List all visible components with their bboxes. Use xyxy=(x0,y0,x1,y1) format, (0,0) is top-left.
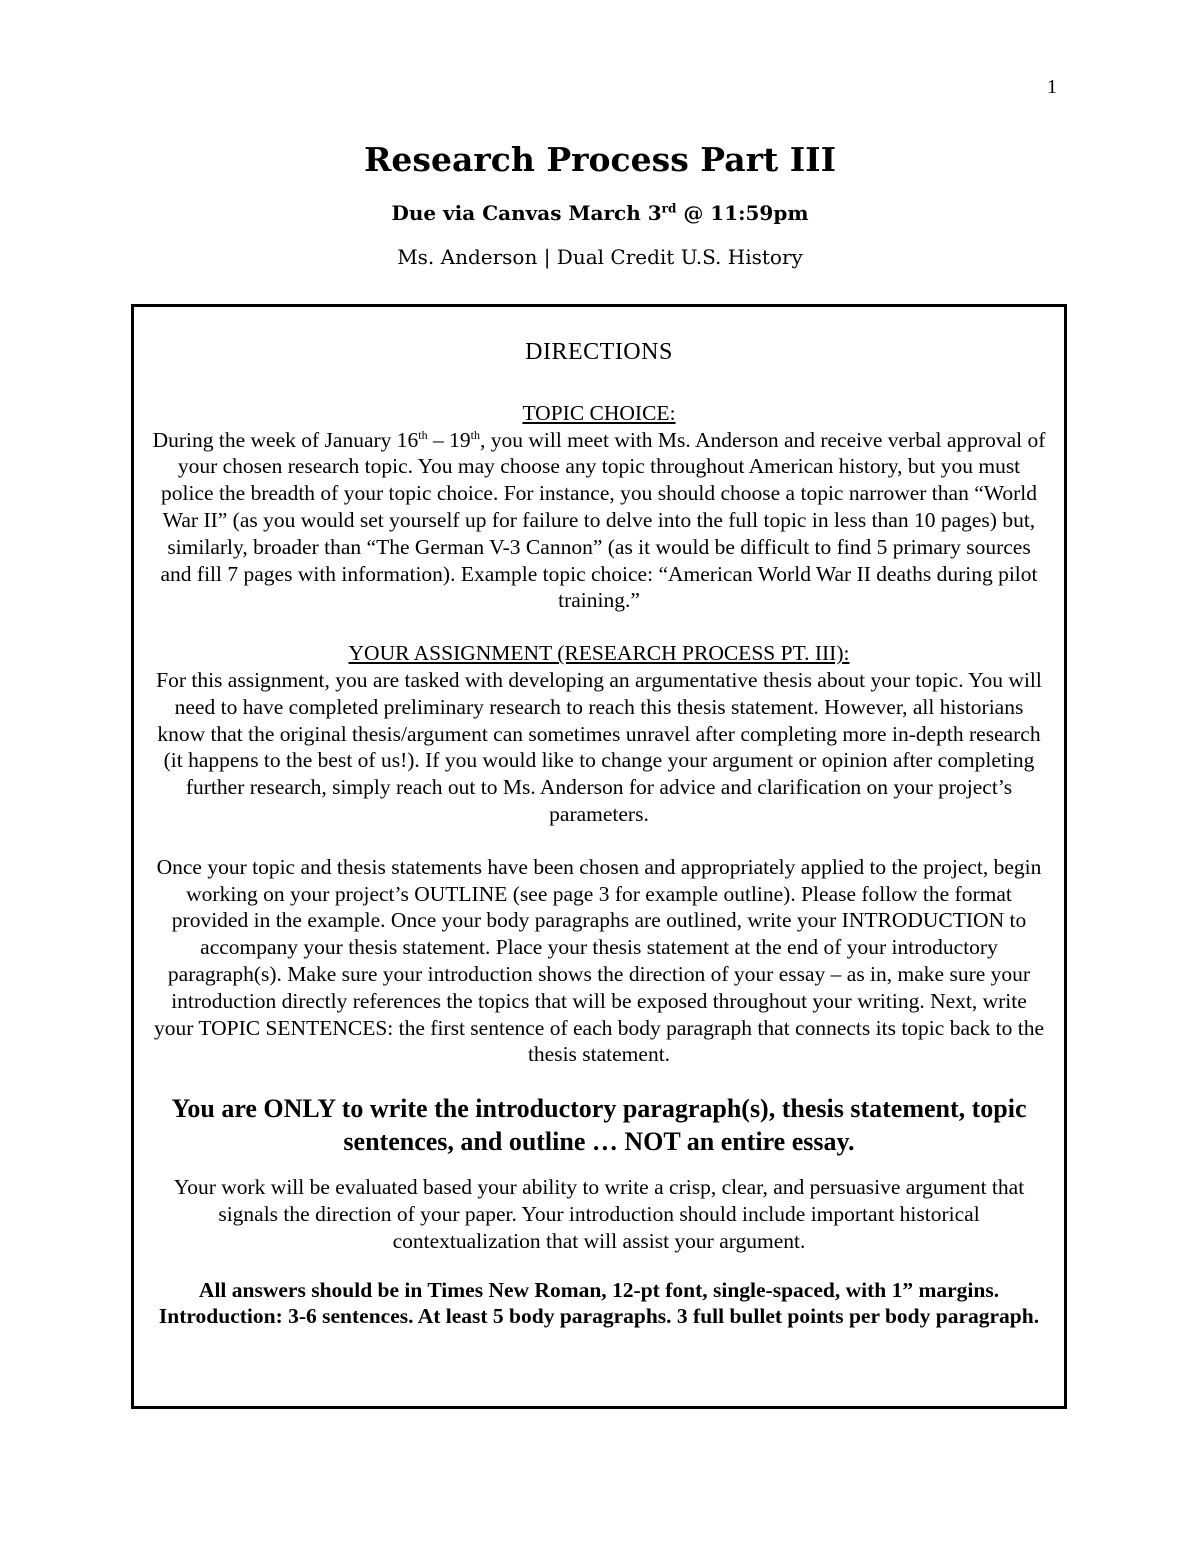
due-date-time: @ 11:59pm xyxy=(676,201,809,225)
directions-heading: DIRECTIONS xyxy=(525,339,673,365)
assignment-heading: YOUR ASSIGNMENT (RESEARCH PROCESS PT. III): xyxy=(348,641,850,666)
assignment-body: For this assignment, you are tasked with developing an argumentative thesis about your topic. You will need to have completed preliminary research to reach this thesis statement. However, all historians know that the original thesis/argument can sometimes unravel after completing more in-depth research (it happens to the best of us!). If you would like to change your argument or opinion after completing further research, simply reach out to Ms. Anderson for advice and clarification on your project’s parameters. xyxy=(156,667,1042,826)
topic-choice-text-3: , you will meet with Ms. Anderson and receive verbal approval of your chosen research topic. You may choose any topic throughout American history, but you must police the breadth of your topic choice. For instance, you should choose a topic narrower than “World War II” (as you would set yourself up for failure to delve into the full topic in less than 10 pages) but, similarly, broader than “The German V-3 Cannon” (as it would be difficult to find 5 primary sources and fill 7 pages with information). Example topic choice: “American World War II deaths during pilot training.” xyxy=(160,427,1046,613)
page-number: 1 xyxy=(1047,76,1057,98)
topic-choice-text-1: During the week of January 16 xyxy=(152,427,419,452)
document-title: Research Process Part III xyxy=(363,140,837,179)
topic-choice-text-2: – 19 xyxy=(427,427,471,452)
topic-choice-sup-2: th xyxy=(470,427,480,442)
requirements-paragraph: All answers should be in Times New Roman, 12-pt font, single-spaced, with 1” margins. Introduction: 3-6 sentences. At least 5 body paragraphs. 3 full bullet points per body paragraph. xyxy=(158,1277,1040,1329)
due-date-ordinal: rd xyxy=(661,201,677,216)
topic-choice-sup-1: th xyxy=(418,427,428,442)
assignment-section xyxy=(150,640,1048,828)
topic-choice-heading: TOPIC CHOICE: xyxy=(522,400,676,425)
emphasis-statement: You are ONLY to write the introductory paragraph(s), thesis statement, topic sentences, and outline … NOT an entire essay. xyxy=(171,1094,1027,1157)
topic-choice-section xyxy=(150,400,1048,614)
directions-box xyxy=(131,304,1067,1409)
topic-choice-body xyxy=(150,427,1048,615)
due-date xyxy=(0,201,1200,225)
evaluation-paragraph: Your work will be evaluated based your ability to write a crisp, clear, and persuasive argument that signals the direction of your paper. Your introduction should include important historical contextualization that will assist your argument. xyxy=(173,1175,1025,1253)
outline-paragraph: Once your topic and thesis statements have been chosen and appropriately applied to the project, begin working on your project’s OUTLINE (see page 3 for example outline). Please follow the format provided in the example. Once your body paragraphs are outlined, write your INTRODUCTION to accompany your thesis statement. Place your thesis statement at the end of your introductory paragraph(s). Make sure your introduction shows the direction of your essay – as in, make sure your introduction directly references the topics that will be exposed throughout your writing. Next, write your TOPIC SENTENCES: the first sentence of each body paragraph that connects its topic back to the thesis statement. xyxy=(153,854,1045,1067)
due-date-prefix: Due via Canvas March 3 xyxy=(391,201,662,225)
teacher-course-line: Ms. Anderson | Dual Credit U.S. History xyxy=(397,245,803,269)
